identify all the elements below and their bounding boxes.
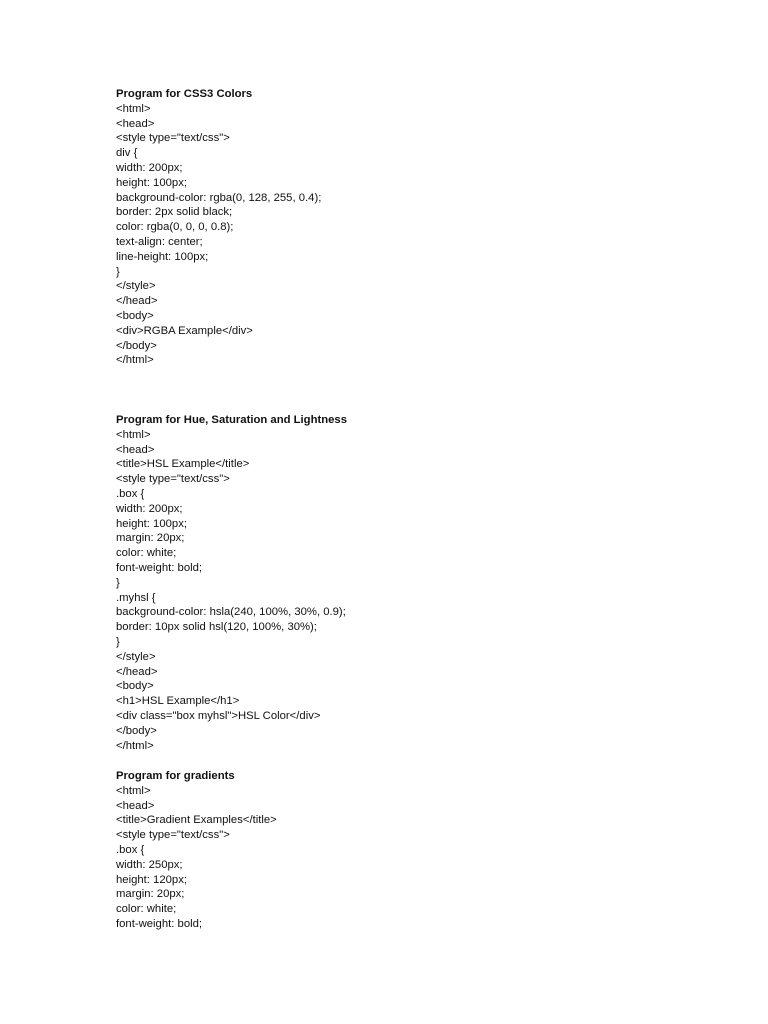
code-line: font-weight: bold; bbox=[116, 917, 203, 930]
code-line: .box { bbox=[116, 843, 145, 856]
code-line: .myhsl { bbox=[116, 591, 156, 604]
code-line: border: 2px solid black; bbox=[116, 206, 233, 219]
code-line: margin: 20px; bbox=[116, 888, 185, 901]
code-line: height: 100px; bbox=[116, 176, 187, 189]
code-line: </head> bbox=[116, 295, 158, 308]
code-line: </body> bbox=[116, 339, 157, 352]
code-line: color: white; bbox=[116, 547, 177, 560]
code-line: width: 250px; bbox=[116, 858, 183, 871]
code-line: width: 200px; bbox=[116, 161, 183, 174]
section-gradients bbox=[116, 769, 716, 932]
code-line: </html> bbox=[116, 354, 154, 367]
code-line: div { bbox=[116, 147, 138, 160]
code-line: width: 200px; bbox=[116, 502, 183, 515]
code-line: color: white; bbox=[116, 903, 177, 916]
code-line: text-align: center; bbox=[116, 235, 203, 248]
section-heading: Program for CSS3 Colors bbox=[116, 88, 253, 100]
code-line: <style type="text/css"> bbox=[116, 829, 230, 842]
code-line: } bbox=[116, 265, 120, 278]
code-line: background-color: rgba(0, 128, 255, 0.4); bbox=[116, 191, 322, 204]
code-line: line-height: 100px; bbox=[116, 250, 209, 263]
code-line: <h1>HSL Example</h1> bbox=[116, 695, 240, 708]
code-line: } bbox=[116, 576, 120, 589]
code-line: <title>HSL Example</title> bbox=[116, 458, 250, 471]
code-line: <html> bbox=[116, 428, 151, 441]
code-line: height: 120px; bbox=[116, 873, 187, 886]
code-line: background-color: hsla(240, 100%, 30%, 0.9); bbox=[116, 606, 346, 619]
code-line: <style type="text/css"> bbox=[116, 473, 230, 486]
code-line: <head> bbox=[116, 117, 155, 130]
section-heading: Program for gradients bbox=[116, 770, 235, 782]
code-line: .box { bbox=[116, 487, 145, 500]
code-line: <body> bbox=[116, 680, 154, 693]
code-line: </head> bbox=[116, 665, 158, 678]
code-line: <head> bbox=[116, 443, 155, 456]
code-line: font-weight: bold; bbox=[116, 561, 203, 574]
section-hsl bbox=[116, 413, 716, 753]
code-line: <head> bbox=[116, 799, 155, 812]
code-line: height: 100px; bbox=[116, 517, 187, 530]
code-line: </style> bbox=[116, 280, 156, 293]
code-line: <title>Gradient Examples</title> bbox=[116, 814, 277, 827]
code-line: <div class="box myhsl">HSL Color</div> bbox=[116, 709, 321, 722]
code-line: </body> bbox=[116, 724, 157, 737]
code-line: <style type="text/css"> bbox=[116, 132, 230, 145]
section-css3-colors bbox=[116, 87, 716, 368]
section-heading: Program for Hue, Saturation and Lightness bbox=[116, 414, 347, 426]
code-line: <div>RGBA Example</div> bbox=[116, 324, 253, 337]
code-line: } bbox=[116, 635, 120, 648]
code-line: </html> bbox=[116, 739, 154, 752]
code-line: <body> bbox=[116, 309, 154, 322]
code-line: <html> bbox=[116, 784, 151, 797]
code-line: color: rgba(0, 0, 0, 0.8); bbox=[116, 221, 234, 234]
code-line: </style> bbox=[116, 650, 156, 663]
code-line: <html> bbox=[116, 102, 151, 115]
code-line: margin: 20px; bbox=[116, 532, 185, 545]
code-line: border: 10px solid hsl(120, 100%, 30%); bbox=[116, 621, 317, 634]
